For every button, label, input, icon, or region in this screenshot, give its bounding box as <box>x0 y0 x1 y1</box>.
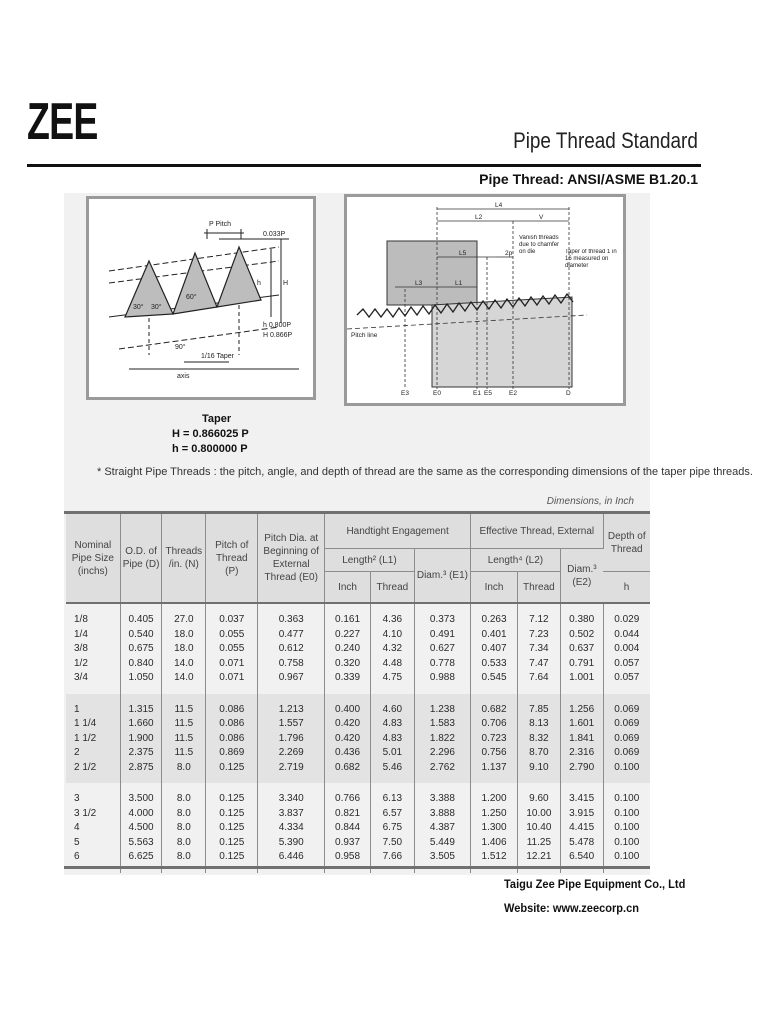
table-cell: 3.505 <box>414 850 470 873</box>
table-cell: 1.250 <box>471 807 518 822</box>
table-cell: 11.5 <box>162 732 206 747</box>
taper-formula <box>172 412 249 457</box>
table-row <box>66 783 650 807</box>
table-row <box>66 717 650 732</box>
table-cell: 1/4 <box>66 628 120 643</box>
table-cell: 0.821 <box>325 807 371 822</box>
table-cell: 0.436 <box>325 746 371 761</box>
table-cell: 0.405 <box>120 603 162 628</box>
thread-profile-drawing <box>89 199 313 397</box>
table-cell: 1/2 <box>66 657 120 672</box>
table-cell: 0.161 <box>325 603 371 628</box>
table-cell: 7.50 <box>370 836 414 851</box>
table-cell: 3.388 <box>414 783 470 807</box>
table-cell: 1.256 <box>560 694 603 718</box>
table-cell: 0.869 <box>206 746 258 761</box>
table-cell: 0.100 <box>614 807 640 819</box>
table-cell: 0.988 <box>414 671 470 694</box>
table-cell: 11.25 <box>518 836 561 851</box>
page-subtitle: Pipe Thread: ANSI/ASME B1.20.1 <box>479 171 698 187</box>
sub-diam-e1: Diam.³ (E1) <box>414 549 470 604</box>
table-cell: 8.13 <box>518 717 561 732</box>
table-cell: 9.60 <box>518 783 561 807</box>
table-cell: 1.796 <box>258 732 325 747</box>
table-cell: 8.0 <box>162 821 206 836</box>
thread-engagement-drawing <box>347 197 623 403</box>
table-cell: 0.937 <box>325 836 371 851</box>
table-cell: 0.029 <box>614 614 640 625</box>
table-cell: 0.491 <box>414 628 470 643</box>
table-cell: 0.401 <box>471 628 518 643</box>
table-cell: 3.837 <box>258 807 325 822</box>
table-cell: 0.844 <box>325 821 371 836</box>
table-cell: 7.47 <box>518 657 561 672</box>
label-l4: L4 <box>495 202 503 209</box>
table-row <box>66 746 650 761</box>
table-cell: 11.5 <box>162 717 206 732</box>
pipe-thread-table-body <box>66 603 650 873</box>
table-cell: 8.0 <box>162 783 206 807</box>
label-H-big: H <box>283 280 289 287</box>
table-cell: 1 1/4 <box>66 717 120 732</box>
label-h-small: h <box>257 280 261 287</box>
col-pitch-dia: Pitch Dia. at Beginning of External Thread (E0) <box>258 514 325 603</box>
table-cell: 0.533 <box>471 657 518 672</box>
table-cell: 1.050 <box>120 671 162 694</box>
table-cell: 0.125 <box>206 850 258 873</box>
table-cell: 1.213 <box>258 694 325 718</box>
table-row <box>66 807 650 822</box>
table-cell: 1.841 <box>560 732 603 747</box>
table-cell: 14.0 <box>162 657 206 672</box>
table-cell: 0.069 <box>603 717 650 732</box>
table-cell: 1.512 <box>471 850 518 873</box>
table-cell: 0.675 <box>120 642 162 657</box>
thread-profile-diagram <box>86 196 316 400</box>
table-cell: 1.300 <box>471 821 518 836</box>
table-cell: 27.0 <box>162 603 206 628</box>
table-cell: 7.12 <box>518 603 561 628</box>
table-cell: 0.100 <box>614 793 640 804</box>
table-cell: 2.719 <box>258 761 325 784</box>
table-cell: 0.400 <box>325 694 371 718</box>
table-cell: 7.64 <box>518 671 561 694</box>
table-cell: 5.449 <box>414 836 470 851</box>
label-0033p: 0.033P <box>263 231 286 238</box>
label-h-value: h 0.800P <box>263 322 292 329</box>
pipe-thread-table <box>66 514 650 873</box>
label-e2: E2 <box>509 390 517 397</box>
table-cell: 8.0 <box>162 761 206 784</box>
label-v: V <box>539 214 544 221</box>
col-depth-h: h <box>603 572 650 604</box>
table-cell: 2.316 <box>560 746 603 761</box>
label-l5: L5 <box>459 250 467 257</box>
table-cell: 0.125 <box>206 807 258 822</box>
table-cell: 2.875 <box>120 761 162 784</box>
table-cell: 4.83 <box>370 732 414 747</box>
table-cell: 10.00 <box>518 807 561 822</box>
unit-thread-l1: Thread <box>370 572 414 604</box>
table-cell: 3.415 <box>560 783 603 807</box>
label-taper-of-thread: Taper of thread 1 in 16 measured on diameter <box>565 249 617 269</box>
table-cell: 0.125 <box>206 761 258 784</box>
table-cell: 0.044 <box>614 628 640 640</box>
unit-thread-l2: Thread <box>518 572 561 604</box>
table-cell: 0.100 <box>614 822 640 833</box>
straight-thread-note: * Straight Pipe Threads : the pitch, angle, and depth of thread are the same as the corresponding dimensions of the taper pipe threads. <box>97 466 753 478</box>
table-cell: 0.612 <box>258 642 325 657</box>
table-row <box>66 761 650 784</box>
table-cell: 1.406 <box>471 836 518 851</box>
table-cell: 5 <box>66 836 120 851</box>
table-cell: 6.57 <box>370 807 414 822</box>
table-cell: 4.36 <box>370 603 414 628</box>
table-cell: 0.100 <box>614 836 640 848</box>
table-cell: 1.583 <box>414 717 470 732</box>
table-cell: 0.125 <box>206 783 258 807</box>
label-30-b: 30° <box>151 304 162 311</box>
table-cell: 10.40 <box>518 821 561 836</box>
table-cell: 4.83 <box>370 717 414 732</box>
table-cell: 0.627 <box>414 642 470 657</box>
table-cell: 0.791 <box>560 657 603 672</box>
label-2p: 2p <box>505 250 513 257</box>
table-cell: 0.069 <box>603 746 650 761</box>
table-cell: 0.637 <box>560 642 603 657</box>
table-cell: 0.682 <box>325 761 371 784</box>
table-cell: 12.21 <box>518 850 561 873</box>
table-cell: 0.071 <box>206 671 258 694</box>
table-cell: 0.125 <box>206 836 258 851</box>
table-cell: 7.23 <box>518 628 561 643</box>
table-cell: 0.069 <box>603 694 650 718</box>
table-cell: 1.200 <box>471 783 518 807</box>
table-cell: 6.13 <box>370 783 414 807</box>
label-pitch-line: Pitch line <box>351 332 378 339</box>
col-depth: Depth of Thread <box>603 514 650 572</box>
col-od: O.D. of Pipe (D) <box>120 514 162 603</box>
table-cell: 1.315 <box>120 694 162 718</box>
table-cell: 1.001 <box>560 671 603 694</box>
table-cell: 0.086 <box>206 717 258 732</box>
table-cell: 4 <box>66 821 120 836</box>
table-cell: 3/4 <box>66 671 120 694</box>
table-row <box>66 821 650 836</box>
label-l1: L1 <box>455 280 463 287</box>
table-cell: 8.32 <box>518 732 561 747</box>
table-cell: 5.46 <box>370 761 414 784</box>
table-cell: 0.086 <box>206 732 258 747</box>
company-name: Taigu Zee Pipe Equipment Co., Ltd <box>504 877 686 891</box>
table-cell: 7.66 <box>370 850 414 873</box>
label-e3: E3 <box>401 390 409 397</box>
company-website: Website: www.zeecorp.cn <box>504 901 639 915</box>
taper-heading: Taper <box>202 413 232 425</box>
table-cell: 4.75 <box>370 671 414 694</box>
table-cell: 0.373 <box>414 603 470 628</box>
table-cell: 0.240 <box>325 642 371 657</box>
table-row <box>66 732 650 747</box>
table-cell: 4.60 <box>370 694 414 718</box>
table-cell: 0.477 <box>258 628 325 643</box>
table-cell: 0.057 <box>614 657 640 669</box>
table-cell: 3.888 <box>414 807 470 822</box>
table-cell: 0.057 <box>614 672 640 683</box>
table-row <box>66 657 650 672</box>
sub-length-l2: Length⁴ (L2) <box>471 549 561 572</box>
label-e1: E1 <box>473 390 481 397</box>
table-cell: 4.387 <box>414 821 470 836</box>
table-cell: 7.85 <box>518 694 561 718</box>
label-e5: E5 <box>484 390 492 397</box>
group-handtight: Handtight Engagement <box>325 514 471 549</box>
table-cell: 0.004 <box>614 643 640 654</box>
label-e0: E0 <box>433 390 441 397</box>
table-cell: 3.340 <box>258 783 325 807</box>
table-cell: 2.269 <box>258 746 325 761</box>
table-cell: 0.227 <box>325 628 371 643</box>
table-row <box>66 642 650 657</box>
table-cell: 0.055 <box>206 642 258 657</box>
table-cell: 0.420 <box>325 717 371 732</box>
table-cell: 4.415 <box>560 821 603 836</box>
sub-diam-e2: Diam.³ (E2) <box>560 549 603 604</box>
taper-formula-h: h = 0.800000 P <box>172 443 248 455</box>
table-cell: 5.563 <box>120 836 162 851</box>
table-cell: 3.915 <box>560 807 603 822</box>
label-90: 90° <box>175 344 186 351</box>
table-cell: 3 <box>66 783 120 807</box>
table-cell: 14.0 <box>162 671 206 694</box>
table-cell: 1.822 <box>414 732 470 747</box>
table-cell: 3 1/2 <box>66 807 120 822</box>
table-cell: 0.100 <box>614 851 640 862</box>
table-bottom-rule <box>64 866 650 869</box>
taper-formula-H: H = 0.866025 P <box>172 428 249 440</box>
table-cell: 2.375 <box>120 746 162 761</box>
table-cell: 7.34 <box>518 642 561 657</box>
table-cell: 18.0 <box>162 628 206 643</box>
table-cell: 0.840 <box>120 657 162 672</box>
unit-inch-l1: Inch <box>325 572 371 604</box>
table-cell: 0.037 <box>206 603 258 628</box>
label-60: 60° <box>186 294 197 301</box>
table-cell: 1 1/2 <box>66 732 120 747</box>
table-cell: 0.706 <box>471 717 518 732</box>
table-cell: 1.601 <box>560 717 603 732</box>
label-axis: axis <box>177 373 190 380</box>
company-logo: ZEE <box>27 93 98 151</box>
table-cell: 2.296 <box>414 746 470 761</box>
table-cell: 3/8 <box>66 642 120 657</box>
table-cell: 2 1/2 <box>66 761 120 784</box>
table-cell: 9.10 <box>518 761 561 784</box>
table-cell: 0.545 <box>471 671 518 694</box>
table-cell: 8.0 <box>162 836 206 851</box>
table-cell: 6.446 <box>258 850 325 873</box>
table-cell: 2 <box>66 746 120 761</box>
table-cell: 1.557 <box>258 717 325 732</box>
table-row <box>66 628 650 643</box>
table-cell: 0.958 <box>325 850 371 873</box>
table-cell: 6.625 <box>120 850 162 873</box>
table-cell: 4.32 <box>370 642 414 657</box>
table-cell: 0.320 <box>325 657 371 672</box>
table-cell: 0.756 <box>471 746 518 761</box>
table-cell: 1 <box>66 694 120 718</box>
table-cell: 18.0 <box>162 642 206 657</box>
table-cell: 11.5 <box>162 746 206 761</box>
table-cell: 1.137 <box>471 761 518 784</box>
table-cell: 0.055 <box>206 628 258 643</box>
table-cell: 0.263 <box>471 603 518 628</box>
table-cell: 0.407 <box>471 642 518 657</box>
table-cell: 0.502 <box>560 628 603 643</box>
table-cell: 6.540 <box>560 850 603 873</box>
label-taper-ratio: 1/16 Taper <box>201 353 234 360</box>
sub-length-l1: Length² (L1) <box>325 549 415 572</box>
table-cell: 6 <box>66 850 120 873</box>
table-cell: 1.900 <box>120 732 162 747</box>
table-cell: 0.100 <box>603 761 650 784</box>
thread-engagement-diagram <box>344 194 626 406</box>
table-cell: 0.069 <box>603 732 650 747</box>
table-cell: 5.01 <box>370 746 414 761</box>
table-cell: 0.071 <box>206 657 258 672</box>
col-pitch: Pitch of Thread (P) <box>206 514 258 603</box>
table-cell: 0.380 <box>560 603 603 628</box>
header-rule <box>27 164 701 167</box>
table-cell: 0.967 <box>258 671 325 694</box>
table-cell: 5.390 <box>258 836 325 851</box>
table-cell: 8.70 <box>518 746 561 761</box>
table-cell: 1.238 <box>414 694 470 718</box>
table-cell: 11.5 <box>162 694 206 718</box>
table-row <box>66 603 650 628</box>
table-cell: 0.420 <box>325 732 371 747</box>
table-row <box>66 694 650 718</box>
label-vanish-threads: Vanish threads due to chamfer on die <box>519 235 560 255</box>
table-cell: 4.500 <box>120 821 162 836</box>
table-cell: 0.125 <box>206 821 258 836</box>
table-cell: 0.363 <box>258 603 325 628</box>
table-cell: 0.086 <box>206 694 258 718</box>
table-cell: 8.0 <box>162 850 206 873</box>
label-pitch: P Pitch <box>209 221 232 228</box>
label-l2: L2 <box>475 214 483 221</box>
table-cell: 4.000 <box>120 807 162 822</box>
table-row <box>66 850 650 873</box>
unit-inch-l2: Inch <box>471 572 518 604</box>
table-cell: 4.334 <box>258 821 325 836</box>
table-cell: 4.10 <box>370 628 414 643</box>
table-cell: 0.766 <box>325 783 371 807</box>
table-row <box>66 671 650 694</box>
label-H-value: H 0.866P <box>263 332 293 339</box>
table-cell: 1.660 <box>120 717 162 732</box>
table-cell: 1/8 <box>66 603 120 628</box>
table-cell: 2.762 <box>414 761 470 784</box>
table-row <box>66 836 650 851</box>
table-cell: 2.790 <box>560 761 603 784</box>
table-cell: 0.682 <box>471 694 518 718</box>
table-cell: 0.339 <box>325 671 371 694</box>
table-cell: 0.778 <box>414 657 470 672</box>
page-title: Pipe Thread Standard <box>513 128 698 153</box>
group-effective: Effective Thread, External <box>471 514 603 549</box>
table-cell: 0.540 <box>120 628 162 643</box>
label-l3: L3 <box>415 280 423 287</box>
dimensions-note: Dimensions, in Inch <box>546 496 634 507</box>
col-threads: Threads /in. (N) <box>162 514 206 603</box>
table-cell: 0.758 <box>258 657 325 672</box>
label-d: D <box>566 390 571 397</box>
table-cell: 8.0 <box>162 807 206 822</box>
table-cell: 4.48 <box>370 657 414 672</box>
table-cell: 0.723 <box>471 732 518 747</box>
label-30-a: 30° <box>133 304 144 311</box>
col-nominal-size: Nominal Pipe Size (inchs) <box>66 514 120 603</box>
table-cell: 5.478 <box>560 836 603 851</box>
table-cell: 6.75 <box>370 821 414 836</box>
table-cell: 3.500 <box>120 783 162 807</box>
